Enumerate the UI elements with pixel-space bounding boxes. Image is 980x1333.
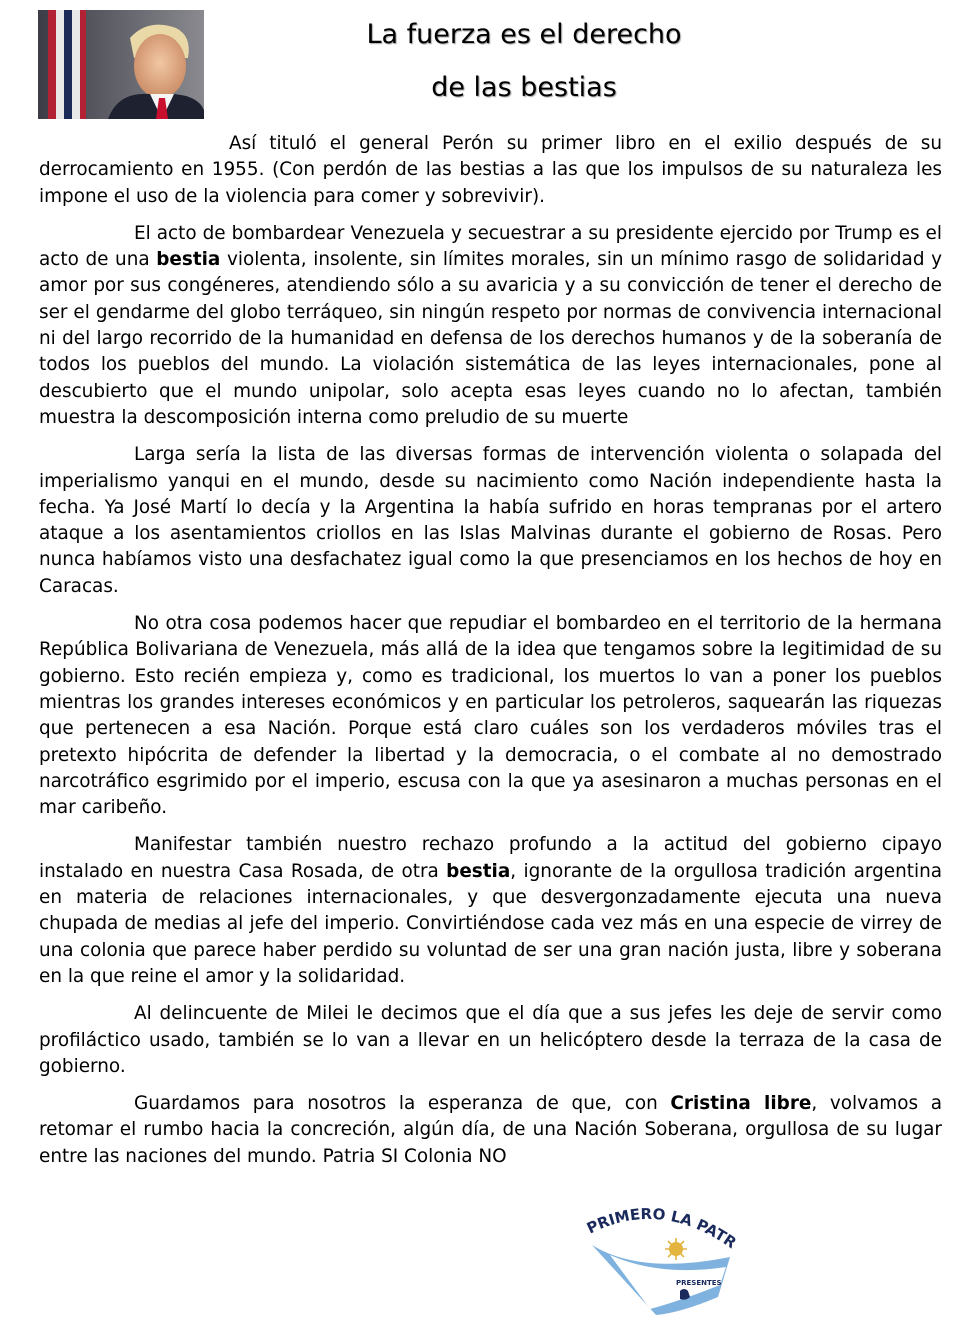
portrait-photo bbox=[38, 10, 204, 119]
paragraph-3: Larga sería la lista de las diversas formas de intervención violenta o solapada del imperialismo yanqui en el mundo, desde su nacimiento como Nación independiente hasta la fecha. Ya José Martí lo decía y la Argentina la había sufrido en horas tempranas por el artero ataque a los asentamientos criollos en las Islas Malvinas durante el gobierno de Rosas. Pero nunca habíamos visto una desfachatez igual como la que presenciamos en los hechos de hoy en Caracas. bbox=[39, 444, 942, 597]
argentine-flag-sun-logo-icon bbox=[580, 1205, 740, 1315]
paragraph-7: Guardamos para nosotros la esperanza de que, con Cristina libre, volvamos a retomar el rumbo hacia la concreción, algún día, de una Nación Soberana, orgullosa de su lugar entre las naciones del mundo. Patria SI Colonia NO bbox=[39, 1093, 942, 1167]
primero-la-patria-logo bbox=[580, 1205, 740, 1315]
logo-text-top: PRIMERO LA PATR bbox=[583, 1205, 740, 1253]
paragraph-2: El acto de bombardear Venezuela y secuestrar a su presidente ejercido por Trump es el acto de una bestia violenta, insolente, sin límites morales, sin un mínimo rasgo de solidaridad y amor por sus congéneres, atendiendo sólo a su avaricia y a su convicción de tener el derecho de ser el gendarme del globo terráqueo, sin ningún respeto por normas de convivencia internacional ni del largo recorrido de la humanidad en defensa de los derechos humanos y de la soberanía de todos los pueblos del mundo. La violación sistemática de las leyes internacionales, pone al descubierto que el mundo unipolar, solo acepta esas leyes cuando no lo afectan, también muestra la descomposición interna como preludio de su muerte bbox=[39, 222, 942, 428]
paragraph-4: No otra cosa podemos hacer que repudiar el bombardeo en el territorio de la hermana República Bolivariana de Venezuela, más allá de la idea que tengamos sobre la legitimidad de su gobierno. Esto recién empieza y, como es tradicional, los muertos lo van a poner los pueblos mientras los grandes intereses económicos y en particular los petroleros, saquearán las riquezas que pertenecen a esa Nación. Porque está claro cuáles son los verdaderos móviles tras el pretexto hipócrita de defender la libertad y la democracia, o el combate al no demostrado narcotráfico esgrimido por el imperio, escusa con la que ya asesinaron a muchas personas en el mar caribeño. bbox=[39, 613, 942, 819]
portrait-with-flag-icon bbox=[38, 10, 204, 119]
svg-text:PRIMERO LA PATRIA bbox=[580, 1205, 740, 1252]
article-body bbox=[39, 131, 942, 1181]
paragraph-1: Así tituló el general Perón su primer libro en el exilio después de su derrocamiento en 1955. (Con perdón de las bestias a las que los impulsos de su naturaleza les impone el uso de la violencia para comer y sobrevivir). bbox=[39, 133, 942, 207]
title-line-1: La fuerza es el derecho bbox=[366, 19, 682, 50]
emphasis-bestia: bestia bbox=[446, 860, 511, 882]
paragraph-6: Al delincuente de Milei le decimos que el día que a sus jefes les deje de servir como profiláctico usado, también se lo van a llevar en un helicóptero desde la terraza de la casa de gobierno. bbox=[39, 1003, 942, 1077]
title-line-2: de las bestias bbox=[431, 72, 617, 103]
emphasis-cristina-libre: Cristina libre bbox=[670, 1093, 812, 1115]
paragraph-5: Manifestar también nuestro rechazo profundo a la actitud del gobierno cipayo instalado en nuestra Casa Rosada, de otra bestia, ignorante de la orgullosa tradición argentina en materia de relaciones internacionales, y que desvergonzadamente ejecuta una nueva chupada de medias al jefe del imperio. Convirtiéndose cada vez más en una especie de virrey de una colonia que parece haber perdido su voluntad de ser una gran nación justa, libre y soberana en la que reine el amor y la solidaridad. bbox=[39, 834, 943, 987]
logo-text-bottom: PRESENTES bbox=[676, 1279, 722, 1287]
emphasis-bestia: bestia bbox=[156, 249, 221, 271]
